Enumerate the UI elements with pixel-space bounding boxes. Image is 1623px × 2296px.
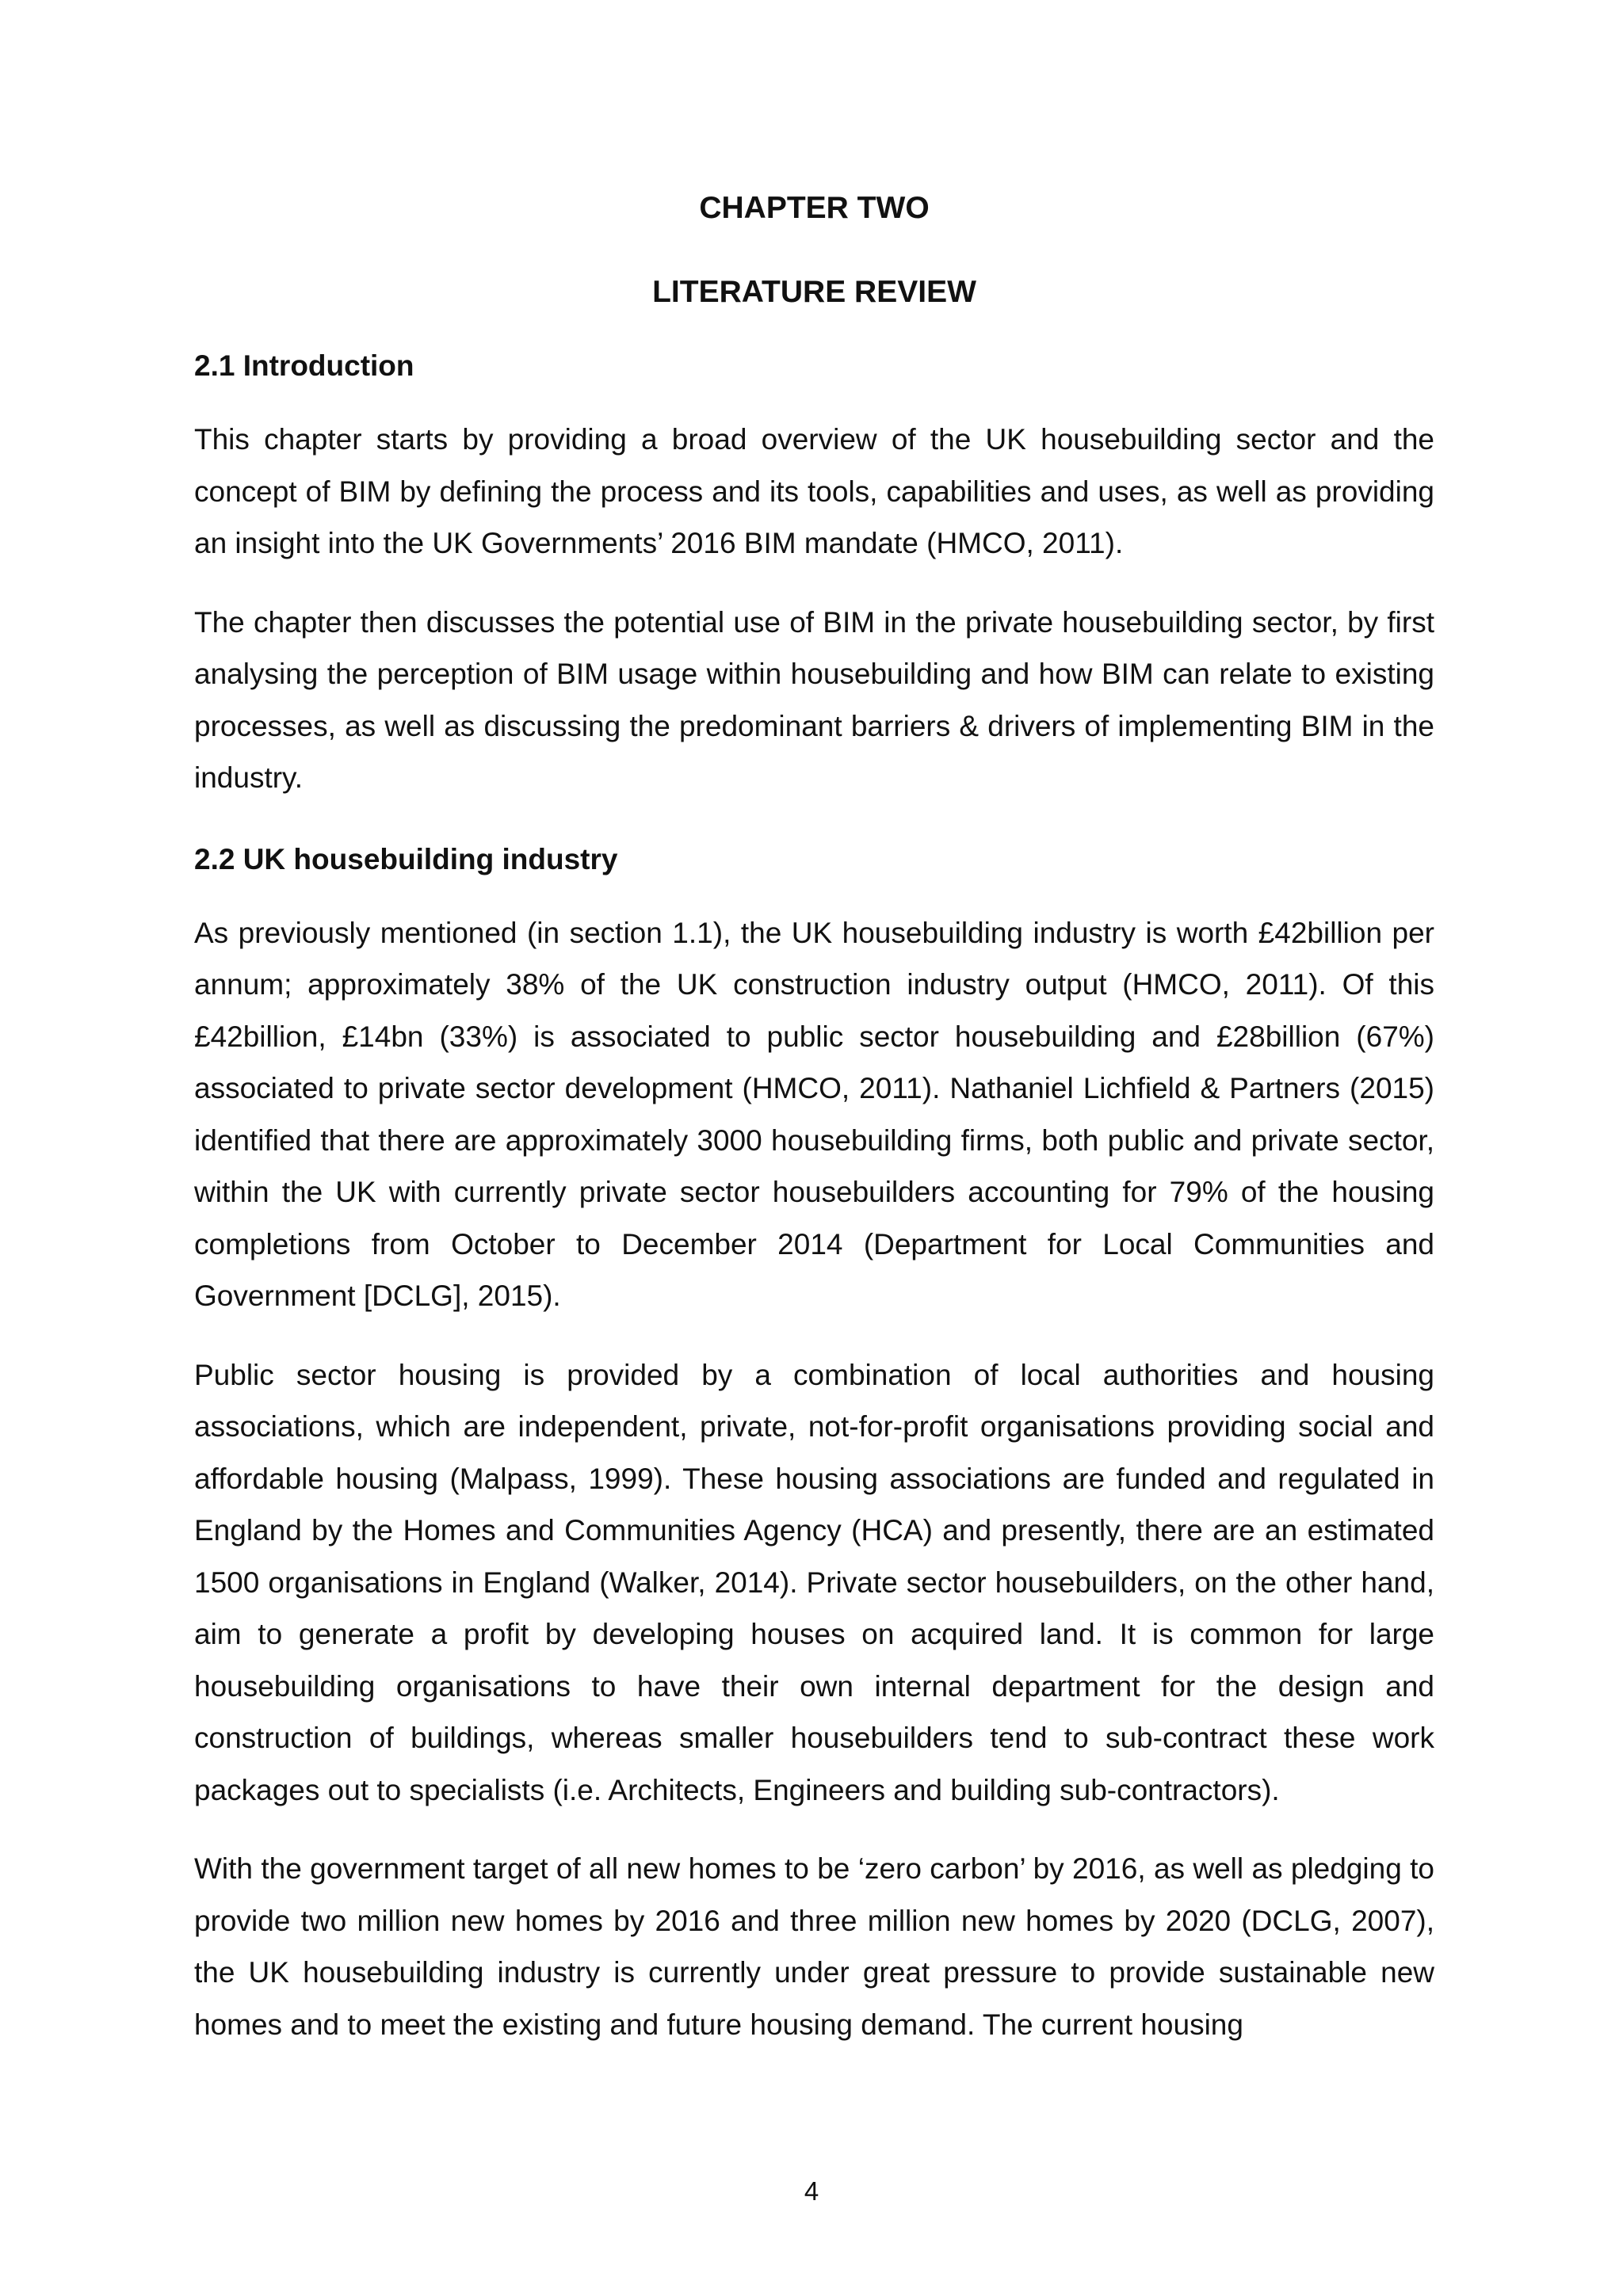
paragraph: With the government target of all new homes to be ‘zero carbon’ by 2016, as well as pledging to provide two million new homes by 2016 and three million new homes by 2020 (DCLG, 2007), the UK housebuilding industry is currently under great pressure to provide sustainable new homes and to meet the existing and future housing demand. The current housing xyxy=(194,1852,1434,2041)
paragraph: Public sector housing is provided by a combination of local authorities and housing associations, which are independent, private, not-for-profit organisations providing social and affordable housing (Malpass, 1999). These housing associations are funded and regulated in England by the Homes and Communities Agency (HCA) and presently, there are an estimated 1500 organisations in England (Walker, 2014). Private sector housebuilders, on the other hand, aim to generate a profit by developing houses on acquired land. It is common for large housebuilding organisations to have their own internal department for the design and construction of buildings, whereas smaller housebuilders tend to sub-contract these work packages out to specialists (i.e. Architects, Engineers and building sub-contractors). xyxy=(194,1358,1434,1806)
paragraph: As previously mentioned (in section 1.1), the UK housebuilding industry is worth £42billion per annum; approximately 38% of the UK construction industry output (HMCO, 2011). Of this £42billion, £14bn (33%) is associated to public sector housebuilding and £28billion (67%) associated to private sector development (HMCO, 2011). Nathaniel Lichfield & Partners (2015) identified that there are approximately 3000 housebuilding firms, both public and private sector, within the UK with currently private sector housebuilders accounting for 79% of the housing completions from October to December 2014 (Department for Local Communities and Government [DCLG], 2015). xyxy=(194,916,1434,1312)
page-number: 4 xyxy=(804,2176,819,2206)
chapter-number: CHAPTER TWO xyxy=(699,191,930,225)
paragraph: This chapter starts by providing a broad overview of the UK housebuilding sector and the concept of BIM by defining the process and its tools, capabilities and uses, as well as providing an insight into the UK Governments’ 2016 BIM mandate (HMCO, 2011). xyxy=(194,423,1434,559)
chapter-title: LITERATURE REVIEW xyxy=(652,275,976,309)
paragraph: The chapter then discusses the potential use of BIM in the private housebuilding sector, by first analysing the perception of BIM usage within housebuilding and how BIM can relate to existing processes, as well as discussing the predominant barriers & drivers of implementing BIM in the industry. xyxy=(194,605,1434,794)
page-content xyxy=(194,190,1434,2050)
section-heading-uk-housebuilding: 2.2 UK housebuilding industry xyxy=(194,842,618,875)
section-heading-introduction: 2.1 Introduction xyxy=(194,349,414,382)
